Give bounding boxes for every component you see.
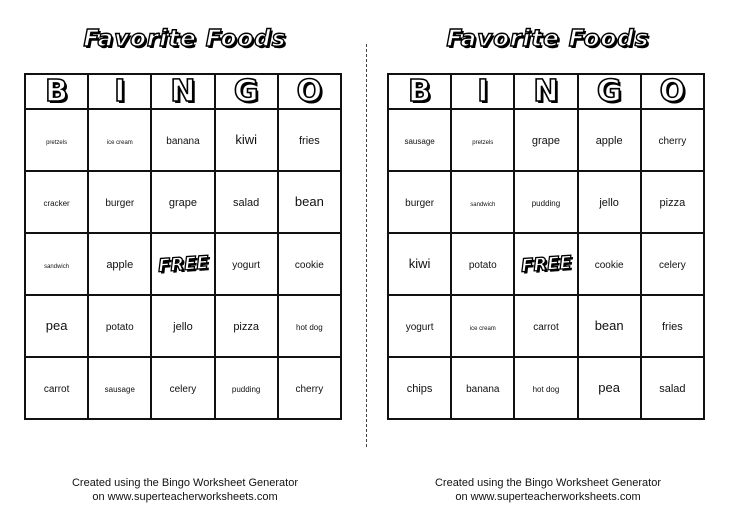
free-space-cell: [514, 233, 577, 295]
bingo-cell: [25, 357, 88, 419]
bingo-cell: [388, 171, 451, 233]
cell-word: pea: [598, 380, 620, 395]
cell-word: kiwi: [408, 256, 431, 271]
grid-body: [388, 109, 704, 419]
bingo-cell: [578, 357, 641, 419]
cell-word: banana: [466, 384, 500, 395]
cell-word: bean: [594, 318, 624, 333]
cell-word: sausage: [404, 137, 435, 146]
bingo-letter-g: G: [215, 74, 278, 109]
cell-word: pizza: [659, 197, 686, 209]
cell-word: yogurt: [405, 322, 434, 333]
bingo-cell: [25, 109, 88, 171]
bingo-letter-i: I: [451, 74, 514, 109]
grid-row: [25, 357, 341, 419]
cell-word: burger: [405, 198, 435, 209]
bingo-cell: [388, 295, 451, 357]
cell-word: potato: [105, 322, 134, 333]
grid-row: [388, 357, 704, 419]
cell-word: carrot: [533, 322, 559, 333]
header-row: [25, 74, 341, 109]
cell-word: cracker: [43, 199, 70, 208]
bingo-cell: [88, 295, 151, 357]
bingo-cell: [88, 357, 151, 419]
bingo-cell: [278, 171, 341, 233]
bingo-cell: [88, 109, 151, 171]
bingo-cell: [278, 233, 341, 295]
bingo-cell: [215, 109, 278, 171]
bingo-cell: [388, 233, 451, 295]
cell-word: jello: [173, 321, 193, 333]
cell-word: kiwi: [235, 132, 257, 147]
bingo-letter-n: N: [151, 74, 214, 109]
bingo-letter-b: B: [25, 74, 88, 109]
cell-word: jello: [599, 197, 619, 209]
cell-word: pizza: [233, 321, 259, 333]
bingo-cell: [278, 109, 341, 171]
bingo-letter-o: O: [641, 74, 704, 109]
cell-word: cherry: [295, 384, 324, 395]
credit-line-2: on www.superteacherworksheets.com: [92, 491, 278, 503]
credit-line-2: on www.superteacherworksheets.com: [455, 491, 641, 503]
credit-footer: [20, 476, 350, 504]
cell-word: cookie: [294, 260, 324, 271]
bingo-cell: [514, 171, 577, 233]
bingo-cell: [451, 295, 514, 357]
grid-row: [25, 233, 341, 295]
grid-row: [388, 295, 704, 357]
cell-word: salad: [233, 197, 260, 209]
free-space-label: FREE: [156, 251, 210, 277]
bingo-cell: [451, 109, 514, 171]
bingo-cell: [578, 233, 641, 295]
cell-word: pea: [45, 318, 68, 333]
bingo-cell: [451, 357, 514, 419]
bingo-cell: [641, 295, 704, 357]
bingo-cell: [151, 295, 214, 357]
grid-body: [25, 109, 341, 419]
cell-word: banana: [166, 136, 200, 147]
cut-line-divider: [366, 44, 367, 447]
bingo-cell: [88, 233, 151, 295]
cell-word: cherry: [658, 136, 687, 147]
bingo-cell: [451, 233, 514, 295]
grid-row: [388, 171, 704, 233]
bingo-cell: [88, 171, 151, 233]
bingo-cell: [151, 109, 214, 171]
bingo-cell: [25, 171, 88, 233]
cell-word: apple: [595, 135, 623, 147]
cell-word: bean: [294, 194, 324, 209]
bingo-cell: [25, 295, 88, 357]
free-space-label: FREE: [519, 251, 573, 277]
cell-word: chips: [406, 383, 433, 395]
bingo-cell: [578, 295, 641, 357]
bingo-cell: [388, 357, 451, 419]
cell-word: grape: [531, 135, 561, 147]
cell-word: potato: [468, 260, 497, 271]
grid-row: [25, 295, 341, 357]
bingo-cell: [514, 357, 577, 419]
free-space-cell: [151, 233, 214, 295]
cell-word: hot dog: [296, 323, 323, 332]
bingo-letter-o: O: [278, 74, 341, 109]
bingo-cell: [641, 171, 704, 233]
bingo-cell: [514, 295, 577, 357]
bingo-cell: [641, 109, 704, 171]
bingo-cell: [215, 357, 278, 419]
cell-word: cookie: [594, 260, 624, 271]
cell-word: celery: [169, 384, 197, 395]
bingo-cell: [215, 295, 278, 357]
cell-word: fries: [661, 321, 683, 333]
bingo-cell: [215, 233, 278, 295]
bingo-letter-g: G: [578, 74, 641, 109]
credit-footer: [383, 476, 713, 504]
cell-word: pretzels: [46, 140, 68, 146]
bingo-cell: [578, 171, 641, 233]
bingo-grid: [387, 73, 705, 420]
grid-row: [25, 109, 341, 171]
grid-row: [388, 233, 704, 295]
header-row: [388, 74, 704, 109]
bingo-cell: [278, 295, 341, 357]
cell-word: yogurt: [232, 260, 261, 271]
grid-row: [25, 171, 341, 233]
cell-word: hot dog: [532, 385, 560, 394]
bingo-letter-n: N: [514, 74, 577, 109]
cell-word: carrot: [43, 384, 70, 395]
cell-word: ice cream: [469, 326, 496, 332]
bingo-cell: [641, 233, 704, 295]
card-title: Favorite Foods: [83, 26, 287, 52]
cell-word: pudding: [231, 385, 261, 394]
grid-row: [388, 109, 704, 171]
credit-line-1: Created using the Bingo Worksheet Generator: [71, 477, 299, 489]
bingo-cell: [151, 357, 214, 419]
bingo-cell: [25, 233, 88, 295]
bingo-cell: [278, 357, 341, 419]
card-title: Favorite Foods: [446, 26, 650, 52]
bingo-cell: [451, 171, 514, 233]
cell-word: apple: [106, 259, 134, 271]
bingo-letter-i: I: [88, 74, 151, 109]
bingo-grid: [24, 73, 342, 420]
cell-word: salad: [659, 383, 686, 395]
cell-word: burger: [105, 198, 135, 209]
bingo-cell: [388, 109, 451, 171]
bingo-cell: [215, 171, 278, 233]
cell-word: sandwich: [44, 264, 70, 270]
bingo-cell: [514, 109, 577, 171]
cell-word: celery: [659, 260, 686, 271]
cell-word: grape: [168, 197, 198, 209]
bingo-cell: [578, 109, 641, 171]
cell-word: pudding: [531, 199, 561, 208]
cell-word: ice cream: [106, 140, 133, 146]
bingo-letter-b: B: [388, 74, 451, 109]
bingo-cell: [151, 171, 214, 233]
cell-word: pretzels: [472, 140, 494, 146]
bingo-cell: [641, 357, 704, 419]
cell-word: sausage: [104, 385, 135, 394]
cell-word: fries: [298, 135, 320, 147]
credit-line-1: Created using the Bingo Worksheet Generator: [434, 477, 662, 489]
cell-word: sandwich: [470, 202, 496, 208]
